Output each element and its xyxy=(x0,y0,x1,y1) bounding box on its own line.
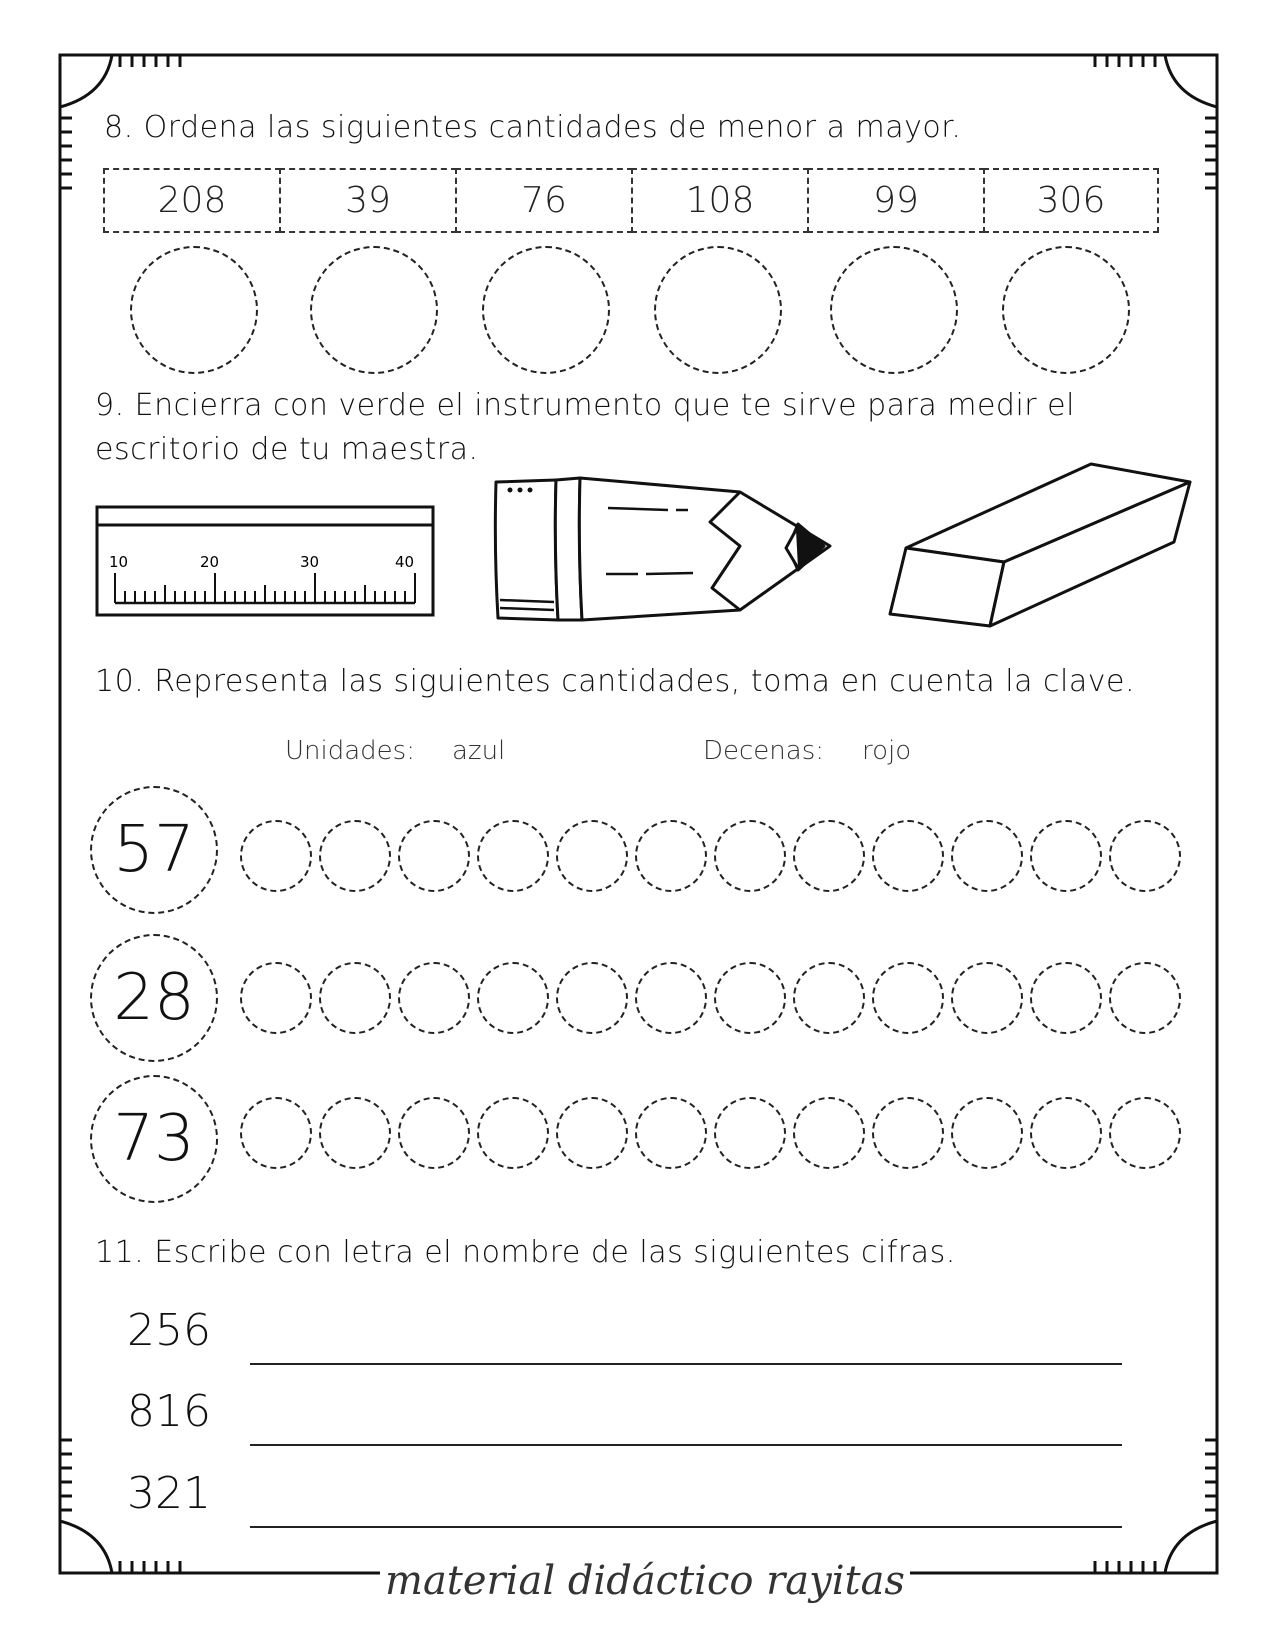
cifra-number: 816 xyxy=(127,1386,211,1437)
representation-circle[interactable] xyxy=(714,1097,786,1169)
quantity-circle: 73 xyxy=(90,1075,218,1203)
ruler-label: 20 xyxy=(200,553,220,571)
representation-row xyxy=(240,1097,1190,1169)
q9-title-line2: escritorio de tu maestra. xyxy=(95,432,479,467)
q11-title: 11. Escribe con letra el nombre de las siguientes cifras. xyxy=(95,1235,956,1270)
representation-circle[interactable] xyxy=(872,1097,944,1169)
representation-circle[interactable] xyxy=(240,962,312,1034)
representation-circle[interactable] xyxy=(240,820,312,892)
writing-line[interactable] xyxy=(250,1444,1122,1446)
representation-circle[interactable] xyxy=(556,1097,628,1169)
cifra-number: 321 xyxy=(127,1468,211,1519)
ruler-label: 40 xyxy=(395,553,415,571)
representation-circle[interactable] xyxy=(793,820,865,892)
representation-circle[interactable] xyxy=(793,1097,865,1169)
representation-circle[interactable] xyxy=(635,1097,707,1169)
representation-circle[interactable] xyxy=(1030,820,1102,892)
representation-circle[interactable] xyxy=(793,962,865,1034)
answer-circle[interactable] xyxy=(1002,246,1130,374)
order-number-box: 76 xyxy=(455,168,633,233)
quantity-circle: 57 xyxy=(90,786,218,914)
representation-circle[interactable] xyxy=(477,962,549,1034)
answer-circle[interactable] xyxy=(482,246,610,374)
representation-circle[interactable] xyxy=(872,962,944,1034)
representation-row xyxy=(240,820,1190,892)
representation-circle[interactable] xyxy=(477,1097,549,1169)
representation-circle[interactable] xyxy=(872,820,944,892)
writing-line[interactable] xyxy=(250,1363,1122,1365)
representation-circle[interactable] xyxy=(398,820,470,892)
footer-brand: material didáctico rayitas xyxy=(380,1558,910,1604)
representation-circle[interactable] xyxy=(556,962,628,1034)
eraser-icon[interactable] xyxy=(886,462,1196,630)
representation-row xyxy=(240,962,1190,1034)
representation-circle[interactable] xyxy=(714,820,786,892)
order-number-box: 39 xyxy=(279,168,457,233)
representation-circle[interactable] xyxy=(1030,962,1102,1034)
pencil-icon[interactable] xyxy=(488,470,848,630)
writing-line[interactable] xyxy=(250,1526,1122,1528)
representation-circle[interactable] xyxy=(319,820,391,892)
answer-circle[interactable] xyxy=(830,246,958,374)
representation-circle[interactable] xyxy=(635,962,707,1034)
order-number-box: 306 xyxy=(983,168,1159,233)
q8-title: 8. Ordena las siguientes cantidades de menor a mayor. xyxy=(104,110,962,145)
ruler-label: 30 xyxy=(300,553,320,571)
representation-circle[interactable] xyxy=(1030,1097,1102,1169)
representation-circle[interactable] xyxy=(556,820,628,892)
representation-circle[interactable] xyxy=(398,1097,470,1169)
representation-circle[interactable] xyxy=(951,962,1023,1034)
answer-circle[interactable] xyxy=(310,246,438,374)
quantity-circle: 28 xyxy=(90,934,218,1062)
representation-circle[interactable] xyxy=(1109,820,1181,892)
ruler-label: 10 xyxy=(109,553,129,571)
order-number-box: 99 xyxy=(807,168,985,233)
representation-circle[interactable] xyxy=(240,1097,312,1169)
ruler-icon[interactable] xyxy=(95,505,435,617)
representation-circle[interactable] xyxy=(319,1097,391,1169)
tens-key-label: Decenas: xyxy=(703,736,825,766)
units-key-color: azul xyxy=(452,736,506,766)
representation-circle[interactable] xyxy=(319,962,391,1034)
representation-circle[interactable] xyxy=(951,820,1023,892)
answer-circle[interactable] xyxy=(654,246,782,374)
units-key-label: Unidades: xyxy=(285,736,415,766)
representation-circle[interactable] xyxy=(1109,1097,1181,1169)
representation-circle[interactable] xyxy=(951,1097,1023,1169)
representation-circle[interactable] xyxy=(398,962,470,1034)
order-number-box: 108 xyxy=(631,168,809,233)
order-number-box: 208 xyxy=(103,168,281,233)
cifra-number: 256 xyxy=(127,1305,211,1356)
representation-circle[interactable] xyxy=(1109,962,1181,1034)
answer-circle[interactable] xyxy=(130,246,258,374)
representation-circle[interactable] xyxy=(714,962,786,1034)
q10-title: 10. Representa las siguientes cantidades, toma en cuenta la clave. xyxy=(95,664,1135,699)
representation-circle[interactable] xyxy=(477,820,549,892)
representation-circle[interactable] xyxy=(635,820,707,892)
q9-title-line1: 9. Encierra con verde el instrumento que te sirve para medir el xyxy=(95,388,1075,423)
tens-key-color: rojo xyxy=(862,736,912,766)
